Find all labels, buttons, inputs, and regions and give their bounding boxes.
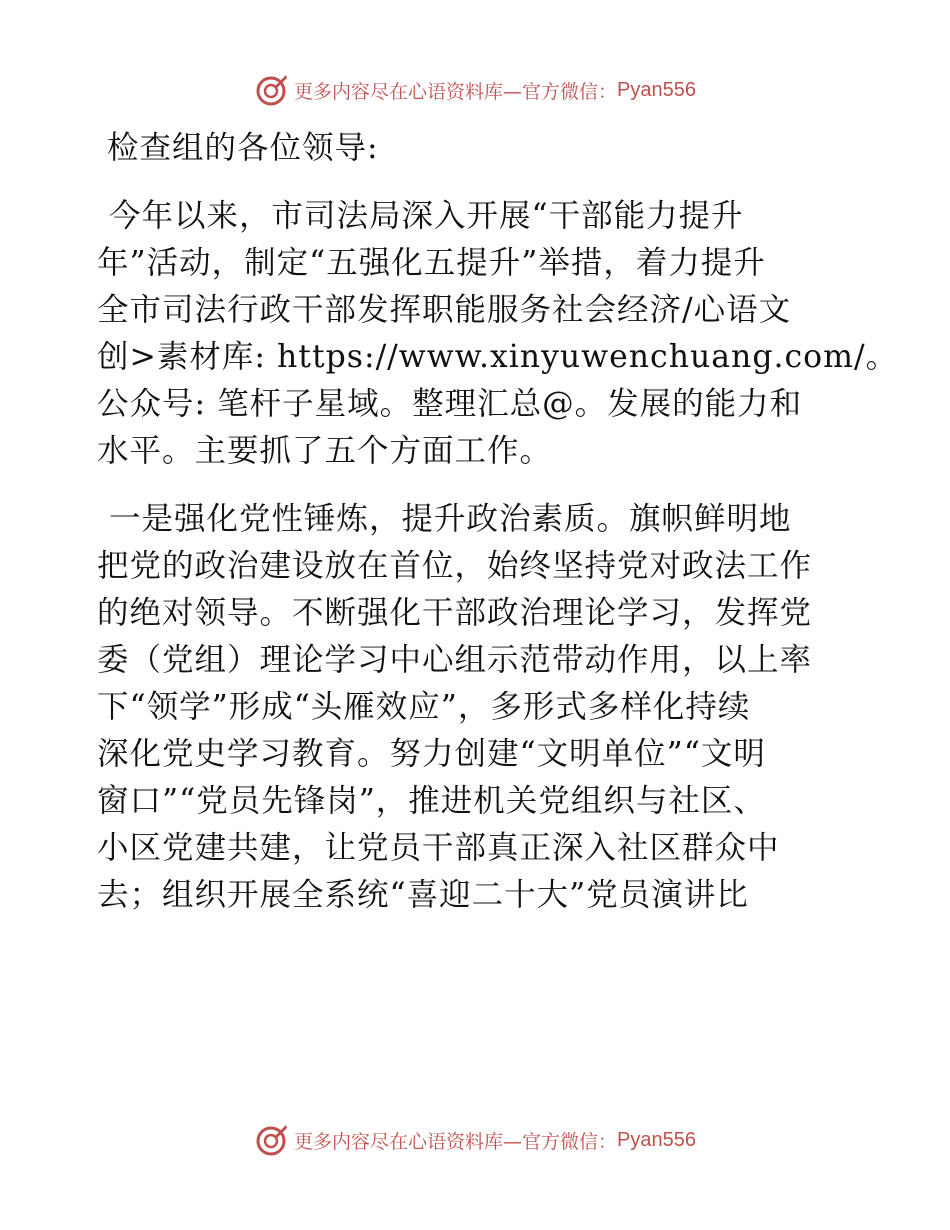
paragraph-line: 的绝对领导。不断强化干部政治理论学习，发挥党 bbox=[97, 595, 813, 631]
paragraph-line: 委（党组）理论学习中心组示范带动作用，以上率 bbox=[97, 642, 813, 678]
paragraph-line: 小区党建共建，让党员干部真正深入社区群众中 bbox=[97, 830, 780, 866]
header-watermark-banner bbox=[0, 70, 950, 110]
paragraph-line: 创>素材库: https://www.xinyuwenchuang.com/。 bbox=[97, 339, 899, 375]
paragraph-line: 下“领学”形成“头雁效应”，多形式多样化持续 bbox=[97, 689, 751, 725]
pen-logo-icon bbox=[254, 73, 288, 107]
paragraph-line: 水平。主要抓了五个方面工作。 bbox=[97, 433, 553, 469]
paragraph-intro bbox=[97, 193, 899, 475]
salutation: 检查组的各位领导: bbox=[107, 130, 379, 166]
paragraph-line: 一是强化党性锤炼，提升政治素质。旗帜鲜明地 bbox=[109, 501, 792, 537]
paragraph-line: 去；组织开展全系统“喜迎二十大”党员演讲比 bbox=[97, 877, 749, 913]
paragraph-line: 深化党史学习教育。努力创建“文明单位”“文明 bbox=[97, 736, 766, 772]
paragraph-point-one bbox=[97, 496, 857, 919]
header-banner-text: 更多内容尽在心语资料库—官方微信： bbox=[294, 80, 618, 103]
paragraph-line: 全市司法行政干部发挥职能服务社会经济/心语文 bbox=[97, 292, 792, 328]
paragraph-line: 把党的政治建设放在首位，始终坚持党对政法工作 bbox=[97, 548, 813, 584]
paragraph-line: 年”活动，制定“五强化五提升”举措，着力提升 bbox=[97, 245, 766, 281]
paragraph-line: 窗口”“党员先锋岗”，推进机关党组织与社区、 bbox=[97, 783, 766, 819]
footer-wechat-handle: Pyan556 bbox=[617, 1128, 696, 1151]
pen-logo-icon bbox=[254, 1123, 288, 1157]
document-body bbox=[97, 115, 899, 919]
paragraph-line: 今年以来，市司法局深入开展“干部能力提升 bbox=[109, 198, 744, 234]
footer-banner-text: 更多内容尽在心语资料库—官方微信： bbox=[294, 1130, 618, 1153]
footer-watermark-banner bbox=[0, 1120, 950, 1160]
header-wechat-handle: Pyan556 bbox=[617, 78, 696, 101]
paragraph-line: 公众号: 笔杆子星域。整理汇总@。发展的能力和 bbox=[97, 386, 803, 422]
